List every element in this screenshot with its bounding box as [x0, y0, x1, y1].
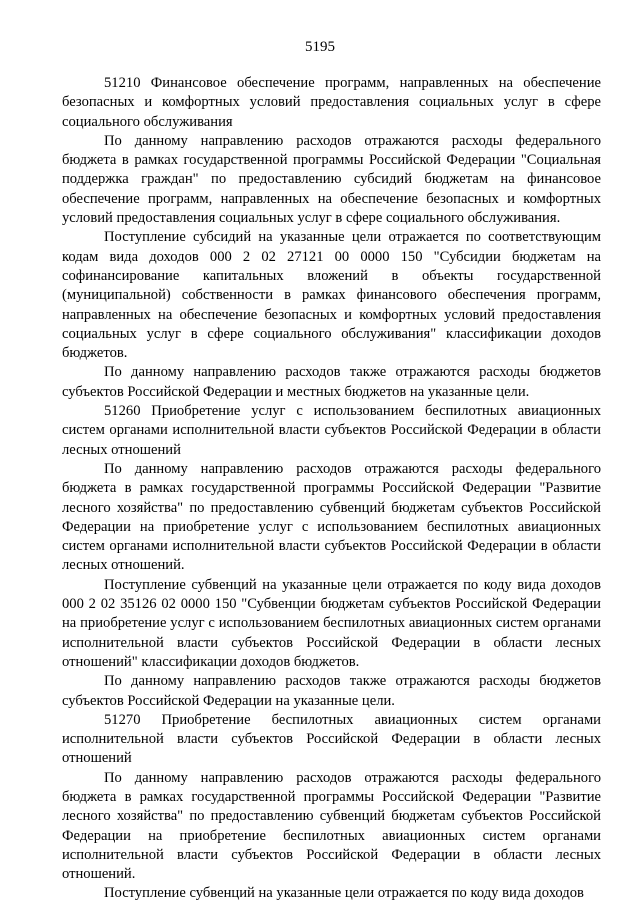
section-heading-51260: 51260 Приобретение услуг с использованием беспилотных авиационных систем органами исполнительной власти субъектов Российской Федерации в области лесных отношений: [62, 403, 601, 458]
page-number: 5195: [305, 39, 335, 55]
paragraph: Поступление субвенций на указанные цели отражается по коду вида доходов: [104, 885, 584, 902]
paragraph: Поступление субсидий на указанные цели отражается по соответствующим кодам вида доходов 000 2 02 27121 00 0000 150 "Субсидии бюджетам на софинансирование капитальных вложений в объекты государственной (муниципальной) собственности в рамках финансового обеспечения программ, направленных на обеспечение безопасных и комфортных условий предоставления социальных услуг в сфере социального обслуживания" классификации доходов бюджетов.: [62, 229, 601, 362]
paragraph: По данному направлению расходов также отражаются расходы бюджетов субъектов Российской Федерации и местных бюджетов на указанные цели.: [62, 364, 601, 400]
paragraph: По данному направлению расходов также отражаются расходы бюджетов субъектов Российской Федерации на указанные цели.: [62, 673, 601, 709]
paragraph: По данному направлению расходов отражаются расходы федерального бюджета в рамках государственной программы Российской Федерации "Социальная поддержка граждан" по предоставлению субсидий бюджетам на финансовое обеспечение программ, направленных на обеспечение безопасных и комфортных условий предоставления социальных услуг в сфере социального обслуживания.: [62, 132, 601, 227]
paragraph: По данному направлению расходов отражаются расходы федерального бюджета в рамках государственной программы Российской Федерации "Развитие лесного хозяйства" по предоставлению субвенций бюджетам субъектов Российской Федерации на приобретение беспилотных авиационных систем органами исполнительной власти субъектов Российской Федерации в области лесных отношений.: [62, 769, 601, 883]
section-heading-51270: 51270 Приобретение беспилотных авиационных систем органами исполнительной власти субъектов Российской Федерации в области лесных отношений: [62, 711, 601, 767]
paragraph: Поступление субвенций на указанные цели отражается по коду вида доходов 000 2 02 35126 02 0000 150 "Субвенции бюджетам субъектов Российской Федерации на приобретение услуг с использованием беспилотных авиационных систем органами исполнительной власти субъектов Российской Федерации в области лесных отношений" классификации доходов бюджетов.: [62, 576, 601, 670]
document-body: [62, 74, 601, 904]
section-heading-51210: 51210 Финансовое обеспечение программ, направленных на обеспечение безопасных и комфортных условий предоставления социальных услуг в сфере социального обслуживания: [62, 75, 601, 130]
paragraph: По данному направлению расходов отражаются расходы федерального бюджета в рамках государственной программы Российской Федерации "Развитие лесного хозяйства" по предоставлению субвенций бюджетам субъектов Российской Федерации на приобретение услуг с использованием беспилотных авиационных систем органами исполнительной власти субъектов Российской Федерации в области лесных отношений.: [62, 460, 601, 574]
